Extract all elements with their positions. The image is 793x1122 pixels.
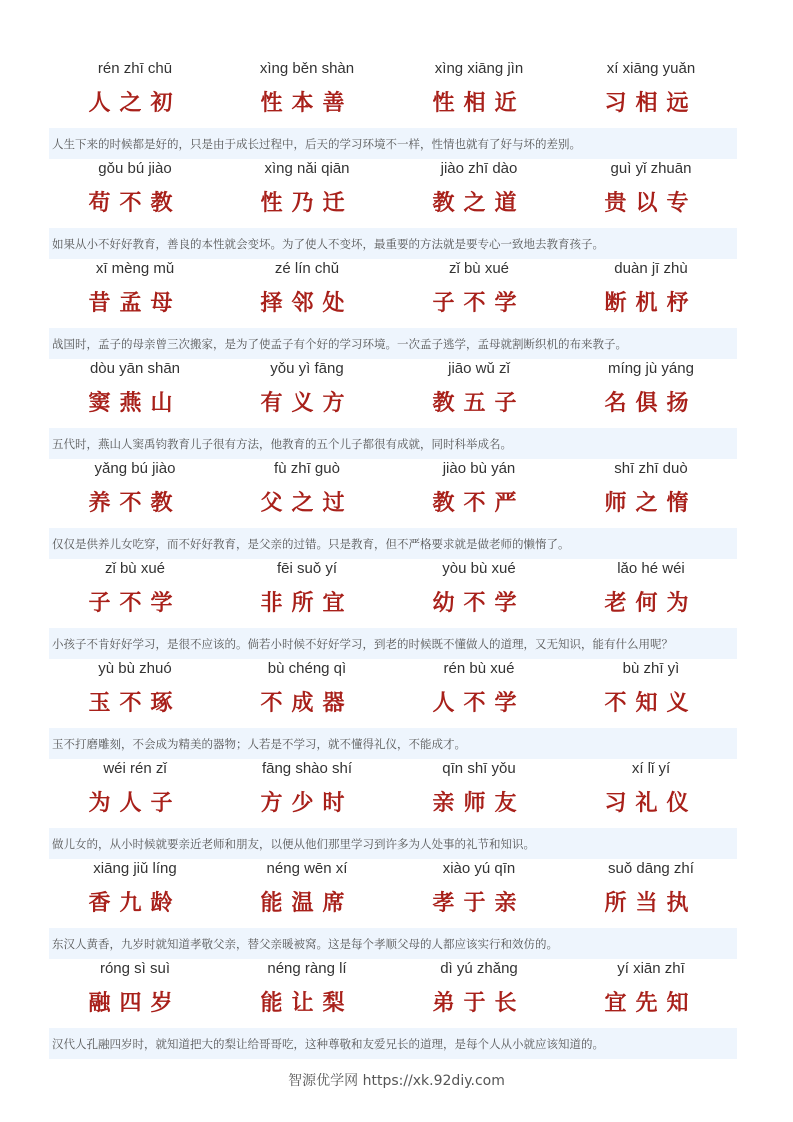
explanation-box <box>49 128 737 159</box>
explanation-text: 战国时，孟子的母亲曾三次搬家，是为了使孟子有个好的学习环境。一次孟子逃学，孟母就割断织机的布来教子。 <box>52 337 627 351</box>
pinyin-phrase: zé lín chǔ <box>274 260 340 277</box>
pinyin-phrase: róng sì suì <box>99 960 171 977</box>
explanation-text: 玉不打磨雕刻，不会成为精美的器物；人若是不学习，就不懂得礼仪，不能成才。 <box>52 737 466 751</box>
explanation-text: 汉代人孔融四岁时，就知道把大的梨让给哥哥吃，这种尊敬和友爱兄长的道理，是每个人从小就应该知道的。 <box>52 1037 604 1051</box>
hanzi-phrase: 苟不教 <box>88 191 182 216</box>
hanzi-phrase: 昔孟母 <box>88 291 182 316</box>
verse-stanza <box>49 660 737 760</box>
explanation-box <box>49 228 737 259</box>
pinyin-phrase: míng jù yáng <box>608 360 694 377</box>
pinyin-phrase: guì yǐ zhuān <box>610 160 692 177</box>
hanzi-phrase: 教五子 <box>432 391 526 416</box>
hanzi-phrase: 不知义 <box>604 691 698 716</box>
footer-watermark: 智源优学网 https://xk.92diy.com <box>288 1073 505 1089</box>
verse-stanza <box>49 360 737 460</box>
explanation-box <box>49 628 737 659</box>
hanzi-phrase: 非所宜 <box>260 591 354 616</box>
pinyin-phrase: zǐ bù xué <box>448 260 510 277</box>
explanation-box <box>49 528 737 559</box>
hanzi-phrase: 人不学 <box>432 691 526 716</box>
verse-stanza <box>49 160 737 260</box>
hanzi-phrase: 子不学 <box>88 591 182 616</box>
pinyin-phrase: duàn jī zhù <box>614 260 688 277</box>
hanzi-row <box>49 284 737 324</box>
explanation-box <box>49 928 737 959</box>
hanzi-phrase: 融四岁 <box>88 991 182 1016</box>
verse-stanza <box>49 60 737 160</box>
hanzi-phrase: 择邻处 <box>260 291 354 316</box>
verse-stanza <box>49 760 737 860</box>
hanzi-row <box>49 484 737 524</box>
hanzi-phrase: 为人子 <box>88 791 182 816</box>
hanzi-phrase: 师之惰 <box>604 491 698 516</box>
hanzi-phrase: 养不教 <box>88 491 182 516</box>
pinyin-phrase: zǐ bù xué <box>104 560 166 577</box>
pinyin-phrase: yòu bù xué <box>442 560 516 577</box>
hanzi-phrase: 不成器 <box>260 691 354 716</box>
pinyin-phrase: fù zhī guò <box>274 460 340 477</box>
hanzi-row <box>49 784 737 824</box>
pinyin-phrase: dì yú zhǎng <box>440 960 518 977</box>
hanzi-phrase: 能温席 <box>260 891 354 916</box>
hanzi-phrase: 教之道 <box>432 191 526 216</box>
hanzi-phrase: 名俱扬 <box>604 391 698 416</box>
pinyin-phrase: xìng běn shàn <box>259 60 355 77</box>
hanzi-row <box>49 684 737 724</box>
pinyin-phrase: yǒu yì fāng <box>270 360 344 377</box>
hanzi-phrase: 窦燕山 <box>88 391 182 416</box>
hanzi-row <box>49 584 737 624</box>
explanation-box <box>49 428 737 459</box>
hanzi-phrase: 习礼仪 <box>604 791 698 816</box>
pinyin-phrase: gǒu bú jiào <box>98 160 172 177</box>
hanzi-phrase: 父之过 <box>260 491 354 516</box>
pinyin-phrase: wéi rén zǐ <box>103 760 167 777</box>
hanzi-phrase: 性乃迁 <box>260 191 354 216</box>
hanzi-row <box>49 84 737 124</box>
pinyin-phrase: xī mèng mǔ <box>95 260 175 277</box>
explanation-box <box>49 328 737 359</box>
explanation-text: 东汉人黄香，九岁时就知道孝敬父亲，替父亲暖被窝。这是每个孝顺父母的人都应该实行和效仿的。 <box>52 937 558 951</box>
explanation-text: 如果从小不好好教育，善良的本性就会变坏。为了使人不变坏，最重要的方法就是要专心一致地去教育孩子。 <box>52 237 604 251</box>
pinyin-phrase: xiāng jiǔ líng <box>93 860 177 877</box>
hanzi-phrase: 弟于长 <box>432 991 526 1016</box>
hanzi-phrase: 教不严 <box>432 491 526 516</box>
verse-stanza <box>49 260 737 360</box>
pinyin-phrase: rén zhī chū <box>97 60 173 77</box>
pinyin-phrase: bù chéng qì <box>267 660 347 677</box>
pinyin-phrase: xìng xiāng jìn <box>434 60 524 77</box>
pinyin-phrase: jiāo wǔ zǐ <box>448 360 510 377</box>
pinyin-phrase: yù bù zhuó <box>98 660 172 677</box>
hanzi-phrase: 亲师友 <box>432 791 526 816</box>
hanzi-row <box>49 384 737 424</box>
pinyin-phrase: bù zhī yì <box>622 660 680 677</box>
pinyin-phrase: shī zhī duò <box>614 460 688 477</box>
explanation-box <box>49 828 737 859</box>
hanzi-phrase: 能让梨 <box>260 991 354 1016</box>
explanation-text: 人生下来的时候都是好的，只是由于成长过程中，后天的学习环境不一样，性情也就有了好与坏的差别。 <box>52 137 581 151</box>
hanzi-phrase: 孝于亲 <box>432 891 526 916</box>
hanzi-phrase: 老何为 <box>604 591 698 616</box>
hanzi-phrase: 习相远 <box>604 91 698 116</box>
verse-stanza <box>49 860 737 960</box>
hanzi-row <box>49 884 737 924</box>
explanation-text: 仅仅是供养儿女吃穿，而不好好教育，是父亲的过错。只是教育，但不严格要求就是做老师的懒惰了。 <box>52 537 570 551</box>
pinyin-phrase: xí xiāng yuǎn <box>606 60 696 77</box>
verse-stanza <box>49 560 737 660</box>
hanzi-row <box>49 984 737 1024</box>
hanzi-phrase: 性相近 <box>432 91 526 116</box>
hanzi-phrase: 所当执 <box>604 891 698 916</box>
pinyin-phrase: xiào yú qīn <box>442 860 516 877</box>
hanzi-phrase: 断机杼 <box>604 291 698 316</box>
pinyin-phrase: suǒ dāng zhí <box>608 860 694 877</box>
verse-stanza <box>49 460 737 560</box>
pinyin-phrase: jiào bù yán <box>442 460 516 477</box>
pinyin-phrase: fāng shào shí <box>261 760 353 777</box>
verse-stanza <box>49 960 737 1060</box>
pinyin-phrase: lǎo hé wéi <box>617 560 685 577</box>
hanzi-phrase: 人之初 <box>88 91 182 116</box>
hanzi-phrase: 性本善 <box>260 91 354 116</box>
pinyin-phrase: néng wēn xí <box>266 860 348 877</box>
pinyin-phrase: rén bù xué <box>443 660 515 677</box>
explanation-text: 做儿女的，从小时候就要亲近老师和朋友，以便从他们那里学习到许多为人处事的礼节和知识。 <box>52 837 535 851</box>
explanation-box <box>49 1028 737 1059</box>
explanation-text: 小孩子不肯好好学习，是很不应该的。倘若小时候不好好学习，到老的时候既不懂做人的道理，又无知识，能有什么用呢？ <box>52 637 673 651</box>
pinyin-phrase: jiào zhī dào <box>440 160 518 177</box>
pinyin-phrase: néng ràng lí <box>267 960 347 977</box>
hanzi-phrase: 幼不学 <box>432 591 526 616</box>
hanzi-phrase: 子不学 <box>432 291 526 316</box>
explanation-text: 五代时，燕山人窦禹钧教育儿子很有方法，他教育的五个儿子都很有成就，同时科举成名。 <box>52 437 512 451</box>
pinyin-phrase: yǎng bú jiào <box>94 460 176 477</box>
pinyin-phrase: qīn shī yǒu <box>442 760 516 777</box>
pinyin-phrase: xìng nǎi qiān <box>264 160 350 177</box>
pinyin-phrase: fēi suǒ yí <box>276 560 338 577</box>
pinyin-phrase: dòu yān shān <box>89 360 181 377</box>
hanzi-phrase: 方少时 <box>260 791 354 816</box>
pinyin-phrase: xí lǐ yí <box>631 760 671 777</box>
explanation-box <box>49 728 737 759</box>
hanzi-phrase: 有义方 <box>260 391 354 416</box>
hanzi-phrase: 贵以专 <box>604 191 698 216</box>
hanzi-row <box>49 184 737 224</box>
hanzi-phrase: 香九龄 <box>88 891 182 916</box>
hanzi-phrase: 宜先知 <box>604 991 698 1016</box>
pinyin-phrase: yí xiān zhī <box>617 960 685 977</box>
hanzi-phrase: 玉不琢 <box>88 691 182 716</box>
